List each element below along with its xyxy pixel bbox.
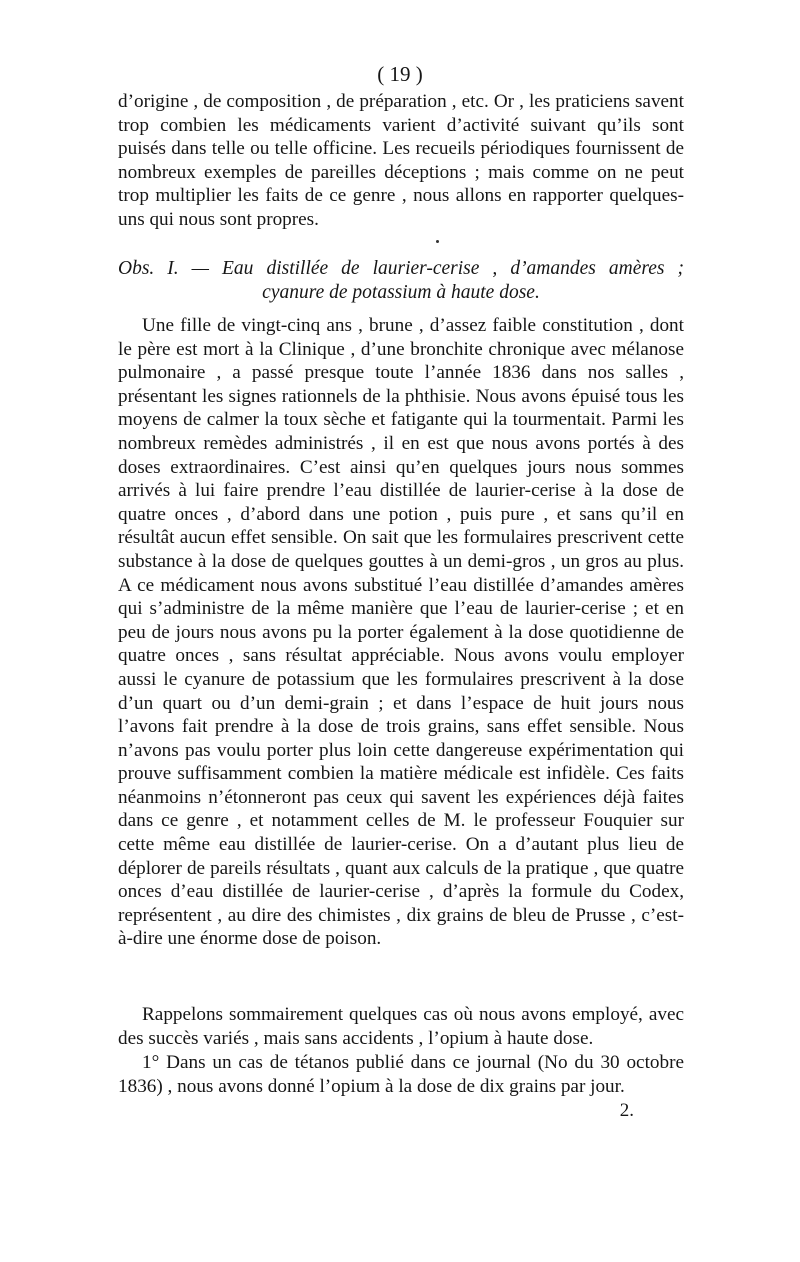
paragraph-tetanos-text: 1° Dans un cas de tétanos publié dans ce journal (No du 30 octobre 1836) , nous avons donné l’opium à la dose de dix grains par jour. bbox=[118, 1052, 684, 1097]
paragraph-summary bbox=[118, 1003, 684, 1050]
paragraph-tetanos bbox=[118, 1051, 684, 1098]
stray-dot bbox=[436, 240, 439, 243]
observation-title-line1: Obs. I. — Eau distillée de laurier-cerise , d’amandes amères ; bbox=[118, 258, 684, 279]
paragraph-case bbox=[118, 314, 684, 951]
paragraph-intro bbox=[118, 90, 684, 232]
page-number: ( 19 ) bbox=[377, 62, 423, 86]
paragraph-case-text: Une fille de vingt-cinq ans , brune , d’assez faible constitution , dont le père est mort à la Clinique , d’une bronchite chronique avec mélanose pulmonaire , a passé presque toute l’année 1836 dans nos salles , présentant les signes rationnels de la phthisie. Nous avons épuisé tous les moyens de calmer la toux sèche et fatigante qui la tourmentait. Parmi les nombreux remèdes administrés , il en est que nous avons portés à des doses extraordinaires. C’est ainsi qu’en quelques jours nous sommes arrivés à lui faire prendre l’eau distillée de laurier-cerise à la dose de quatre onces , d’abord dans une potion , puis pure , et sans qu’il en résultât aucun effet sensible. On sait que les formulaires prescrivent cette substance à la dose de quelques gouttes à un demi-gros , un gros au plus. A ce médicament nous avons substitué l’eau distillée d’amandes amères qui s’administre de la même manière que l’eau de laurier-cerise ; et en peu de jours nous avons pu la porter également à la dose quotidienne de quatre onces , sans résultat appréciable. Nous avons voulu employer aussi le cyanure de potassium que les formulaires prescrivent à la dose d’un quart ou d’un demi-grain ; et dans l’espace de huit jours nous l’avons fait prendre à la dose de trois grains, sans effet sensible. Nous n’avons pas voulu porter plus loin cette dangereuse expérimentation qui prouve suffisamment combien la matière médicale est infidèle. Ces faits néanmoins n’étonneront pas ceux qui savent les expériences déjà faites dans ce genre , et notamment celles de M. le professeur Fouquier sur cette même eau distillée de laurier-cerise. On a d’autant plus lieu de déplorer de pareils résultats , quant aux calculs de la pratique , que quatre onces d’eau distillée de laurier-cerise , d’après la formule du Codex, représentent , au dire des chimistes , dix grains de bleu de Prusse , c’est-à-dire une énorme dose de poison. bbox=[118, 315, 684, 950]
observation-title bbox=[118, 257, 684, 305]
observation-title-line2: cyanure de potassium à haute dose. bbox=[262, 282, 540, 303]
paragraph-intro-text: d’origine , de composition , de préparation , etc. Or , les praticiens savent trop combien les médicaments varient d’activité suivant qu’ils sont puisés dans telle ou telle officine. Les recueils périodiques fournissent de nombreux exemples de pareilles déceptions ; mais comme on ne peut trop multiplier les faits de ce genre , nous allons en rapporter quelques-uns qui nous sont propres. bbox=[118, 91, 684, 230]
paragraph-summary-text: Rappelons sommairement quelques cas où nous avons employé, avec des succès variés , mais sans accidents , l’opium à haute dose. bbox=[118, 1004, 684, 1049]
signature-mark: 2. bbox=[619, 1100, 634, 1121]
